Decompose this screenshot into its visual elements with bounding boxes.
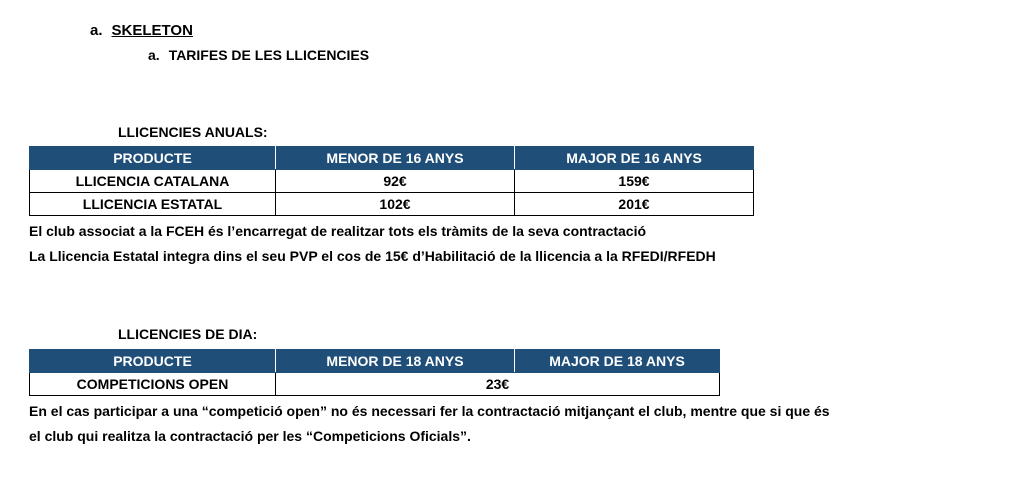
annual-licenses-title: LLICENCIES ANUALS:: [118, 124, 268, 140]
daily-licenses-table: [29, 349, 720, 396]
column-header: MAJOR DE 18 ANYS: [515, 350, 720, 373]
section-heading-title: SKELETON: [111, 22, 193, 39]
subsection-heading-number: a.: [148, 47, 160, 63]
column-header: MENOR DE 18 ANYS: [276, 350, 515, 373]
subsection-heading-title: TARIFES DE LES LLICENCIES: [168, 47, 370, 63]
table-cell: 159€: [515, 170, 754, 193]
section-heading-number: a.: [90, 22, 103, 39]
annual-note: El club associat a la FCEH és l’encarregat de realitzar tots els tràmits de la seva contractació: [29, 223, 647, 239]
daily-note: el club qui realitza la contractació per les “Competicions Oficials”.: [29, 428, 471, 444]
column-header: PRODUCTE: [30, 147, 276, 170]
table-row: [30, 373, 720, 396]
annual-licenses-table: [29, 146, 754, 216]
table-cell: LLICENCIA CATALANA: [30, 170, 276, 193]
section-heading: [90, 22, 193, 39]
annual-note: La Llicencia Estatal integra dins el seu PVP el cos de 15€ d’Habilitació de la llicencia a la RFEDI/RFEDH: [29, 248, 716, 264]
table-cell: 92€: [276, 170, 515, 193]
subsection-heading: [148, 47, 369, 63]
table-header-row: [30, 147, 754, 170]
table-cell: 102€: [276, 193, 515, 216]
table-cell: COMPETICIONS OPEN: [30, 373, 276, 396]
table-row: [30, 193, 754, 216]
column-header: MAJOR DE 16 ANYS: [515, 147, 754, 170]
table-row: [30, 170, 754, 193]
daily-note: En el cas participar a una “competició open” no és necessari fer la contractació mitjançant el club, mentre que si que és: [29, 403, 830, 419]
table-cell: 23€: [276, 373, 720, 396]
table-cell: 201€: [515, 193, 754, 216]
table-header-row: [30, 350, 720, 373]
column-header: MENOR DE 16 ANYS: [276, 147, 515, 170]
column-header: PRODUCTE: [30, 350, 276, 373]
table-cell: LLICENCIA ESTATAL: [30, 193, 276, 216]
daily-licenses-title: LLICENCIES DE DIA:: [118, 326, 258, 342]
